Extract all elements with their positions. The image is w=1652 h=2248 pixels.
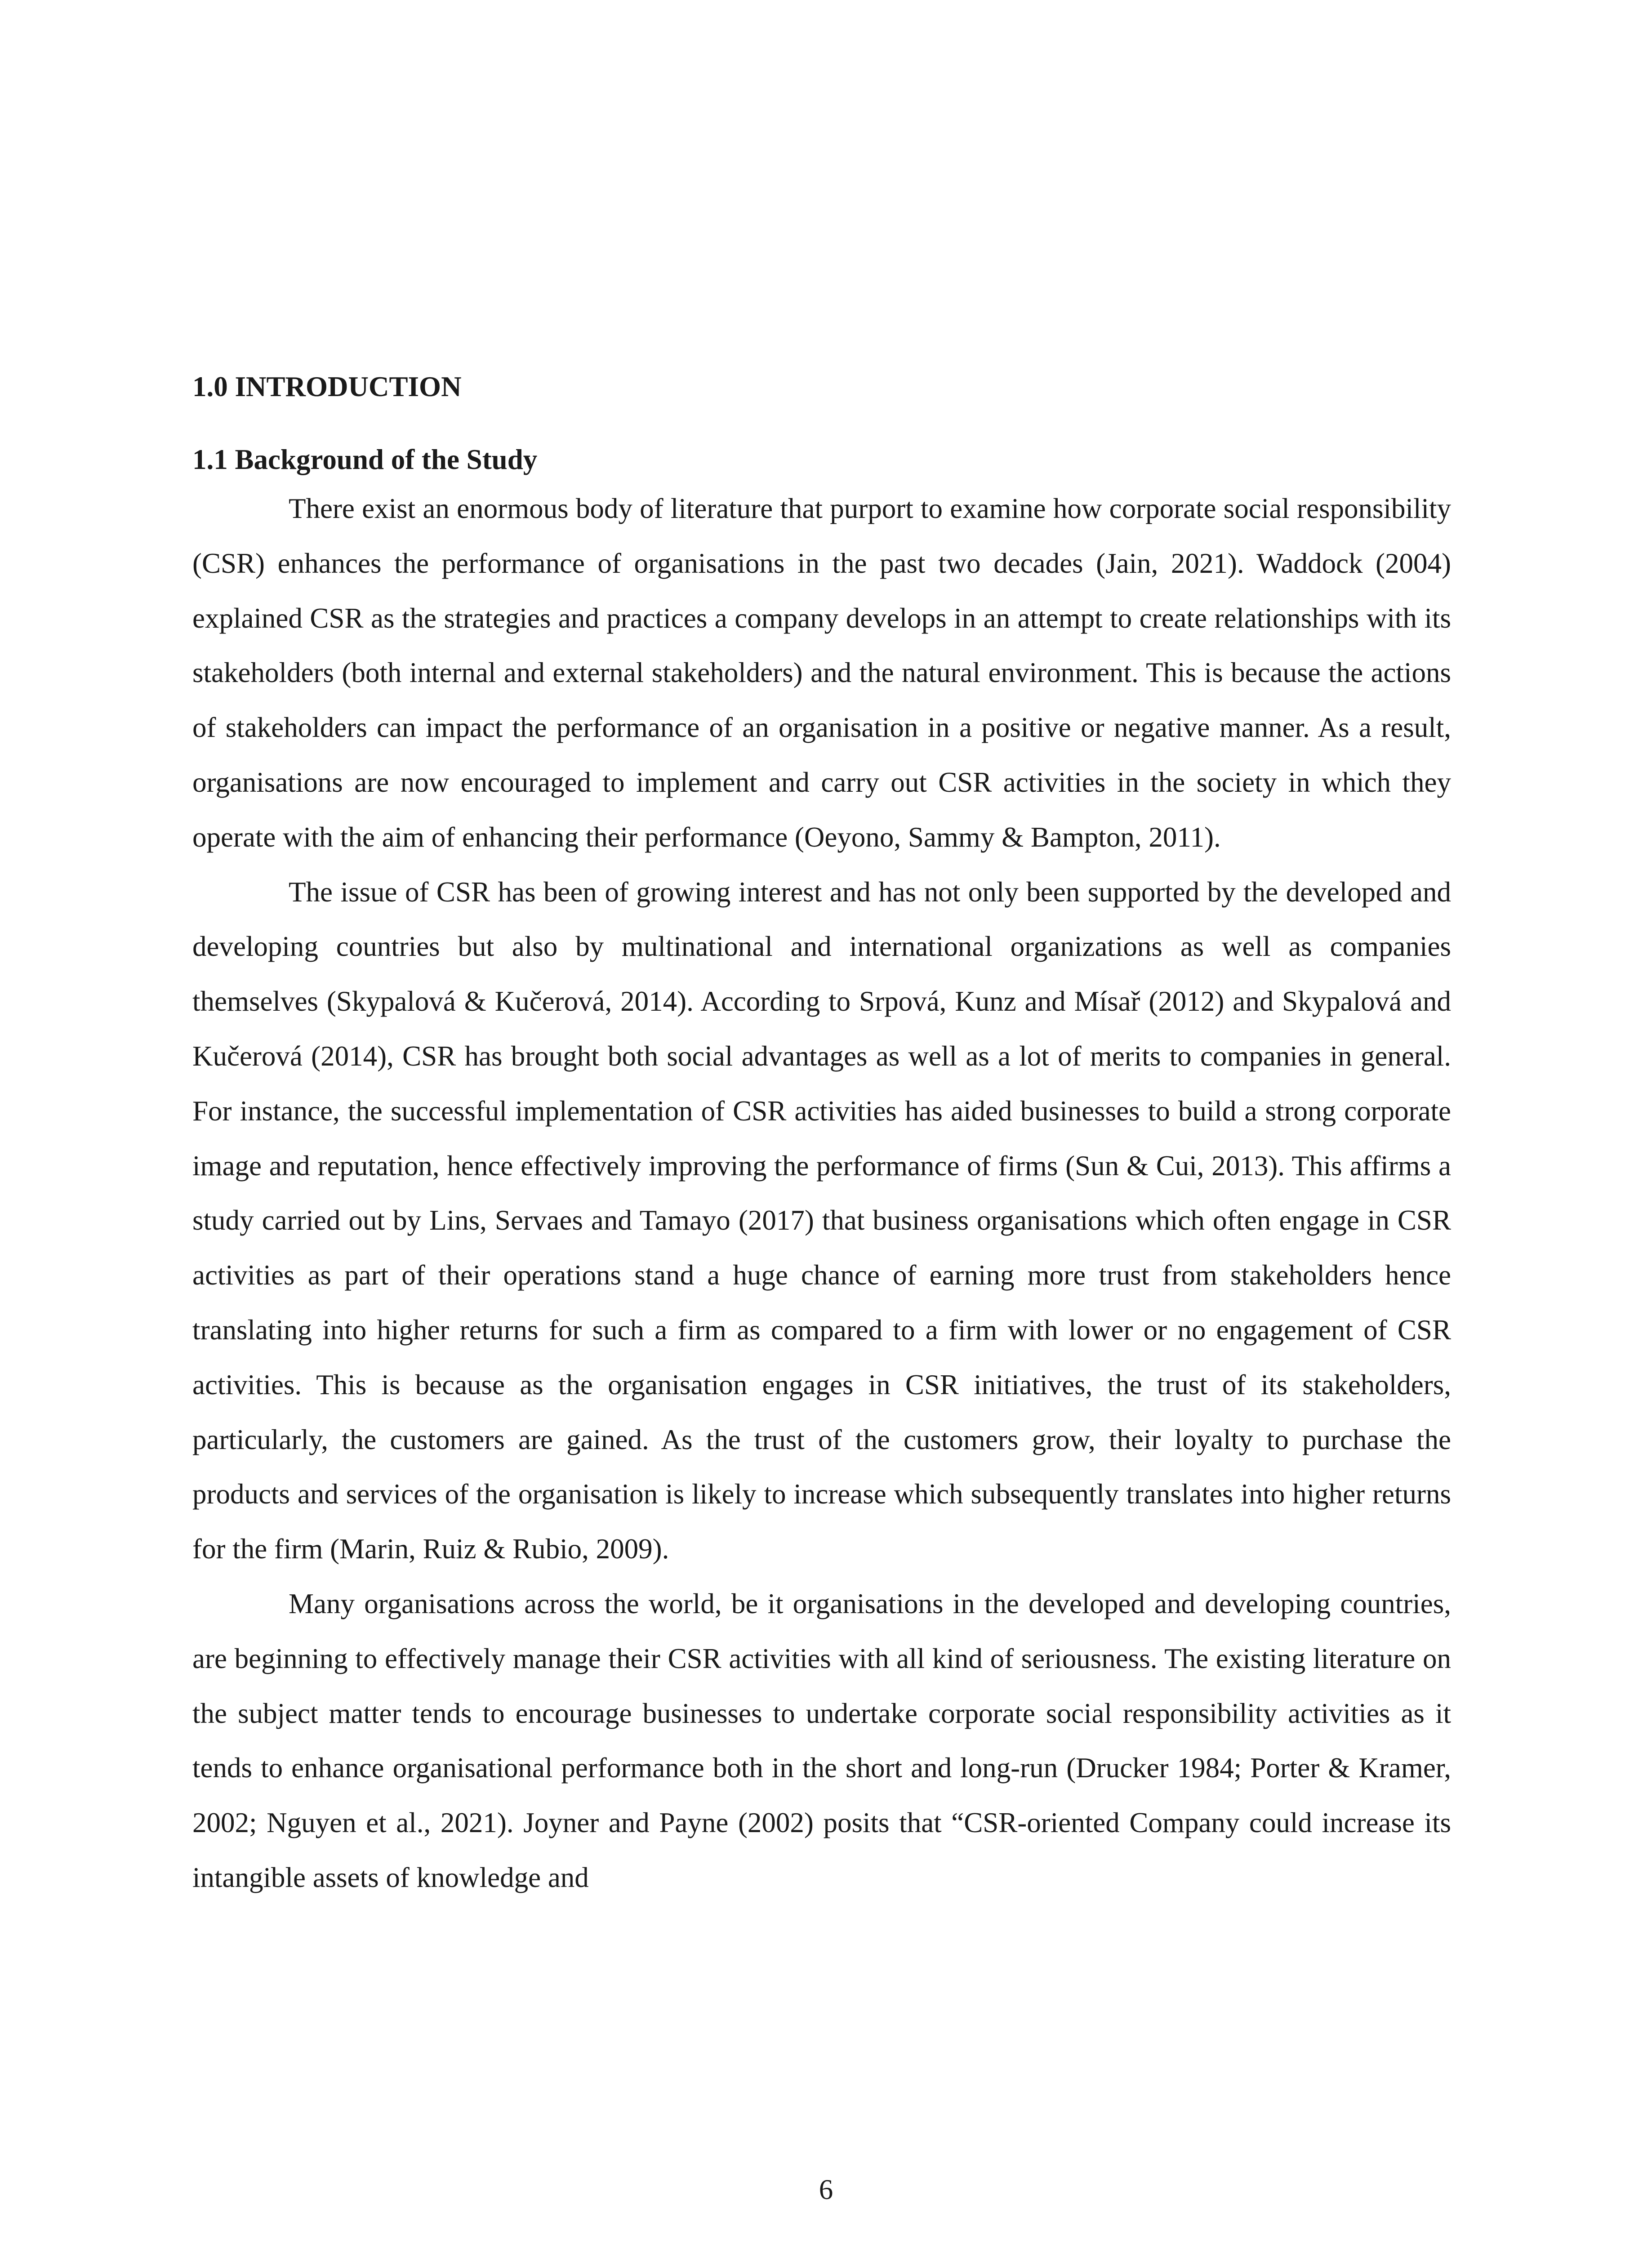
page-number: 6 [819, 2174, 833, 2205]
section-heading: 1.0 INTRODUCTION [192, 371, 462, 402]
paragraph-3: Many organisations across the world, be it organisations in the developed and developing countries, are beginning to effectively manage their CSR activities with all kind of seriousness. The existing literature on the subject matter tends to encourage businesses to undertake corporate social responsibility activities as it tends to enhance organisational performance both in the short and long-run (Drucker 1984; Porter & Kramer, 2002; Nguyen et al., 2021). Joyner and Payne (2002) posits that “CSR-oriented Company could increase its intangible assets of knowledge and [192, 1588, 1451, 1893]
paragraph-2: The issue of CSR has been of growing interest and has not only been supported by the developed and developing countries but also by multinational and international organizations as well as companies themselves (Skypalová & Kučerová, 2014). According to Srpová, Kunz and Mísař (2012) and Skypalová and Kučerová (2014), CSR has brought both social advantages as well as a lot of merits to companies in general. For instance, the successful implementation of CSR activities has aided businesses to build a strong corporate image and reputation, hence effectively improving the performance of firms (Sun & Cui, 2013). This affirms a study carried out by Lins, Servaes and Tamayo (2017) that business organisations which often engage in CSR activities as part of their operations stand a huge chance of earning more trust from stakeholders hence translating into higher returns for such a firm as compared to a firm with lower or no engagement of CSR activities. This is because as the organisation engages in CSR initiatives, the trust of its stakeholders, particularly, the customers are gained. As the trust of the customers grow, their loyalty to purchase the products and services of the organisation is likely to increase which subsequently translates into higher returns for the firm (Marin, Ruiz & Rubio, 2009). [192, 876, 1451, 1565]
paragraph-1: There exist an enormous body of literature that purport to examine how corporate social responsibility (CSR) enhances the performance of organisations in the past two decades (Jain, 2021). Waddock (2004) explained CSR as the strategies and practices a company develops in an attempt to create relationships with its stakeholders (both internal and external stakeholders) and the natural environment. This is because the actions of stakeholders can impact the performance of an organisation in a positive or negative manner. As a result, organisations are now encouraged to implement and carry out CSR activities in the society in which they operate with the aim of enhancing their performance (Oeyono, Sammy & Bampton, 2011). [192, 493, 1451, 853]
page-body [192, 366, 1451, 1905]
subsection-heading: 1.1 Background of the Study [192, 444, 538, 475]
